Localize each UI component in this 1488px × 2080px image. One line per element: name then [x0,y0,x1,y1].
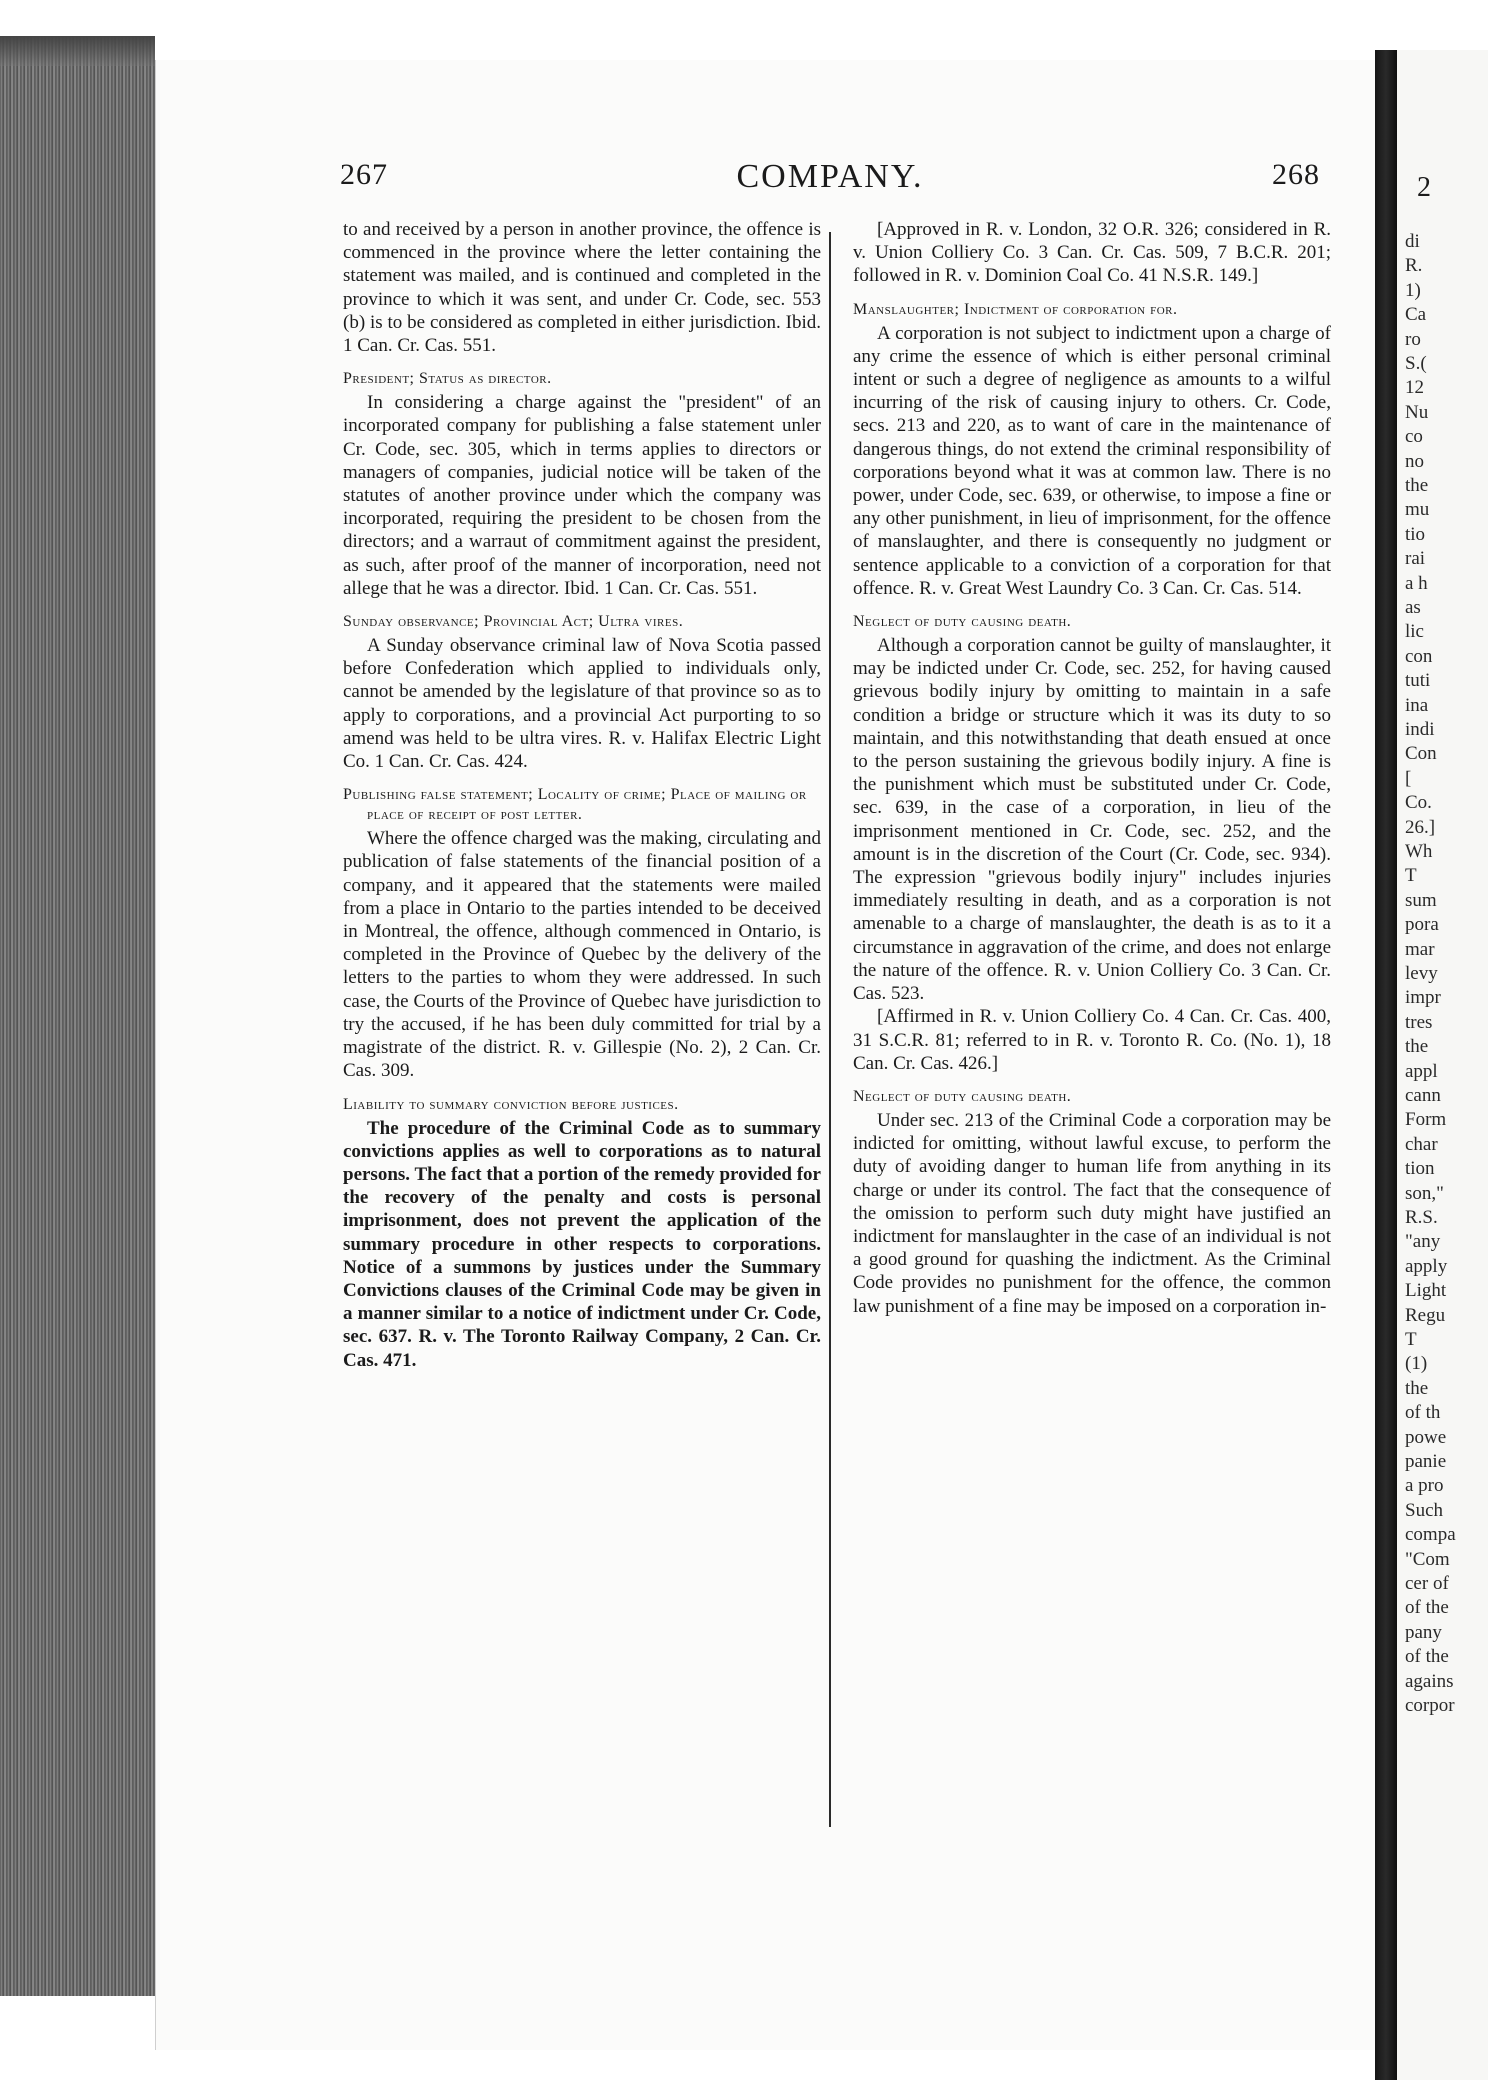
book-gutter [1375,50,1397,2080]
next-page-line: "any [1405,1231,1441,1253]
section-heading-neglect-of-duty-2: Neglect of duty causing death. [853,1087,1072,1105]
next-page-line: Regu [1405,1304,1446,1326]
next-page-line: 12 [1405,377,1424,399]
next-page-line: R. [1405,255,1423,277]
right-page-number: 268 [1272,158,1320,191]
next-page-line: indi [1405,719,1435,740]
next-page-line: of the [1405,1646,1449,1668]
next-page-line: Ca [1405,304,1427,326]
section-body-sunday-observance: A Sunday observance criminal law of Nova Scotia passed before Confederation which applied to individuals only, cannot be amended by the legislature of that province so as to apply to corporations, and a provincial Act purporting to so amend was held to be ultra vires. R. v. Halifax Electric Light Co. 1 Can. Cr. Cas. 424. [343,635,821,773]
running-head [340,158,1320,198]
next-page-number: 2 [1417,172,1431,203]
next-page-line: T [1405,1329,1417,1350]
next-page-line: Form [1405,1109,1447,1131]
section-note-neglect-of-duty-1: [Affirmed in R. v. Union Colliery Co. 4 Can. Cr. Cas. 400, 31 S.C.R. 81; referred to in R. v. Toronto R. Co. (No. 1), 18 Can. Cr. Cas. 426.] [853,1006,1331,1074]
next-page-line: tion [1405,1158,1435,1180]
next-page-line: son," [1405,1182,1444,1204]
section-heading-president: President; Status as director. [343,370,552,388]
next-page-line: 1) [1405,279,1421,301]
next-page-line: cer of [1405,1573,1449,1594]
next-page-line: Con [1405,743,1437,765]
next-page-line: corpor [1405,1695,1455,1716]
section-heading-manslaughter: Manslaughter; Indictment of corporation for. [853,300,1178,318]
next-page-line: a h [1405,572,1428,594]
next-page-line: pora [1405,914,1439,936]
next-page-line: char [1405,1133,1438,1155]
next-page-line: tuti [1405,670,1431,692]
section-heading-sunday-observance: Sunday observance; Provincial Act; Ultra vires. [343,613,684,631]
next-page-line: tio [1405,523,1426,545]
next-page-line: 26.] [1405,816,1436,838]
next-page-line: con [1405,645,1433,667]
section-body-summary-conviction: The procedure of the Criminal Code as to summary convictions applies as well to corporations as to natural persons. The fact that a portion of the remedy provided for the recovery of the penalty and costs is personal imprisonment, does not prevent the application of the summary procedure in other respects to corporations. Notice of a summons by justices under the Summary Convictions clauses of the Criminal Code may be given in a manner similar to a notice of indictment under Cr. Code, sec. 637. R. v. The Toronto Railway Company, 2 Can. Cr. Cas. 471. [343,1117,821,1371]
next-page-line: [ [1405,767,1412,789]
section-body-neglect-of-duty-1: Although a corporation cannot be guilty of manslaughter, it may be indicted under Cr. Code, sec. 252, for having caused grievous bodily injury by omitting to maintain in a safe condition a bridge or structure which it was its duty to so maintain, and this notwithstanding that death ensued at once to the person sustaining the grievous bodily injury. A fine is the punishment which must be substituted under Cr. Code, sec. 639, in the case of a corporation, in lieu of the imprisonment mentioned in Cr. Code, sec. 252, and the amount is in the discretion of the Court (Cr. Code, sec. 934). The expression "grievous bodily injury" includes injuries immediately resulting in death, and as a corporation is not amenable to a charge of manslaughter, the death is as to it a circumstance in aggravation of the crime, and does not enlarge the nature of the offence. R. v. Union Colliery Co. 3 Can. Cr. Cas. 523. [853,635,1331,1005]
next-page-line: (1) [1405,1353,1428,1375]
next-page-line: the [1405,1036,1429,1058]
left-page-number: 267 [340,158,388,191]
left-column-intro: to and received by a person in another province, the offence is commenced in the province where the letter containing the statement was mailed, and is continued and completed in the province to which it was sent, and under Cr. Code, sec. 553 (b) is to be considered as completed in either jurisdiction. Ibid. 1 Can. Cr. Cas. 551. [343,219,821,357]
next-page-line: Wh [1405,841,1433,862]
running-head-title: COMPANY. [736,158,924,195]
next-page-line: lic [1405,621,1424,643]
next-page-line: as [1405,597,1421,618]
next-page-line: R.S. [1405,1207,1438,1228]
section-body-neglect-of-duty-2: Under sec. 213 of the Criminal Code a corporation may be indicted for omitting, without lawful excuse, to perform the duty of avoiding danger to human life from anything in its charge or under its control. The fact that the consequence of the omission to perform such duty might have justified an indictment for manslaughter in the case of an individual is not a good ground for quashing the indictment. As the Criminal Code provides no punishment for the offence, the common law punishment of a fine may be imposed on a corporation in- [853,1109,1331,1317]
next-page-line: agains [1405,1670,1454,1692]
next-page-line: S.( [1405,353,1427,374]
next-page-line: apply [1405,1255,1448,1277]
section-body-manslaughter: A corporation is not subject to indictment upon a charge of any crime the essence of which is either personal criminal intent or such a degree of negligence as amounts to a wilful incurring of the risk of causing injury to others. Cr. Code, secs. 213 and 220, as to want of care in the maintenance of dangerous things, do not extend the criminal responsibility of corporations beyond what it was at common law. There is no power, under Code, sec. 639, or otherwise, to impose a fine or any other punishment, in lieu of imprisonment, for the offence of manslaughter, and there is consequently no judgment or sentence applicable to a conviction of a corporation for that offence. R. v. Great West Laundry Co. 3 Can. Cr. Cas. 514. [853,322,1331,599]
next-page-line: Co. [1405,792,1432,814]
next-page-line: Light [1405,1280,1447,1302]
next-page-line: co [1405,426,1423,448]
next-page-line: tres [1405,1011,1433,1033]
column-divider [829,232,831,1827]
next-page-line: ro [1405,328,1421,350]
right-column [853,218,1331,1318]
next-page-line: T [1405,865,1417,887]
next-page-line: no [1405,450,1424,472]
section-body-false-statement: Where the offence charged was the making, circulating and publication of false statements of the financial position of a company, and it appeared that the statements were mailed from a place in Ontario to the parties intended to be deceived in Montreal, the offence, although commenced in Ontario, is completed in the Province of Quebec by the delivery of the letters to the parties to whom they were addressed. In such case, the Courts of the Province of Quebec have jurisdiction to try the accused, if he has been duly committed for trial by a magistrate of the district. R. v. Gillespie (No. 2), 2 Can. Cr. Cas. 309. [343,828,821,1082]
next-page-line: "Com [1405,1548,1450,1570]
next-page-line: mar [1405,938,1435,960]
next-page-line: of th [1405,1402,1441,1424]
next-page-line: compa [1405,1524,1456,1546]
next-page-line: sum [1405,889,1437,911]
right-column-intro: [Approved in R. v. London, 32 O.R. 326; considered in R. v. Union Colliery Co. 3 Can. Cr. Cas. 509, 7 B.C.R. 201; followed in R. v. Dominion Coal Co. 41 N.S.R. 149.] [853,219,1331,287]
next-page-line: of the [1405,1597,1449,1619]
next-page-fragment [1397,50,1488,2080]
next-page-line: panie [1405,1451,1447,1472]
next-page-line: ina [1405,694,1429,716]
next-page-line: appl [1405,1060,1438,1082]
next-page-line: levy [1405,963,1438,984]
next-page-line: impr [1405,987,1441,1009]
book-page-edges [0,36,155,1996]
section-heading-neglect-of-duty-1: Neglect of duty causing death. [853,613,1072,631]
next-page-line: Such [1405,1499,1443,1521]
section-heading-false-statement: Publishing false statement; Locality of crime; Place of mailing or place of receipt of post letter. [343,786,807,824]
left-column [343,218,821,1372]
next-page-line: cann [1405,1085,1441,1106]
next-page-line: the [1405,475,1429,496]
section-body-president: In considering a charge against the "president" of an incorporated company for publishing a false statement unler Cr. Code, sec. 305, which in terms applies to directors or managers of companies, judicial notice will be taken of the statutes of another province under which the company was incorporated, requiring the president to be chosen from the directors; and a warraut of commitment against the president, as such, after proof of the manner of incorporation, need not allege that he was a director. Ibid. 1 Can. Cr. Cas. 551. [343,392,821,599]
next-page-line: di [1405,231,1420,252]
next-page-line: the [1405,1377,1429,1399]
next-page-line: mu [1405,499,1430,521]
next-page-line: pany [1405,1621,1442,1643]
next-page-line: rai [1405,548,1426,570]
section-heading-summary-conviction: Liability to summary conviction before justices. [343,1095,679,1113]
next-page-line: powe [1405,1426,1447,1448]
next-page-line: Nu [1405,401,1429,423]
next-page-line: a pro [1405,1475,1444,1497]
